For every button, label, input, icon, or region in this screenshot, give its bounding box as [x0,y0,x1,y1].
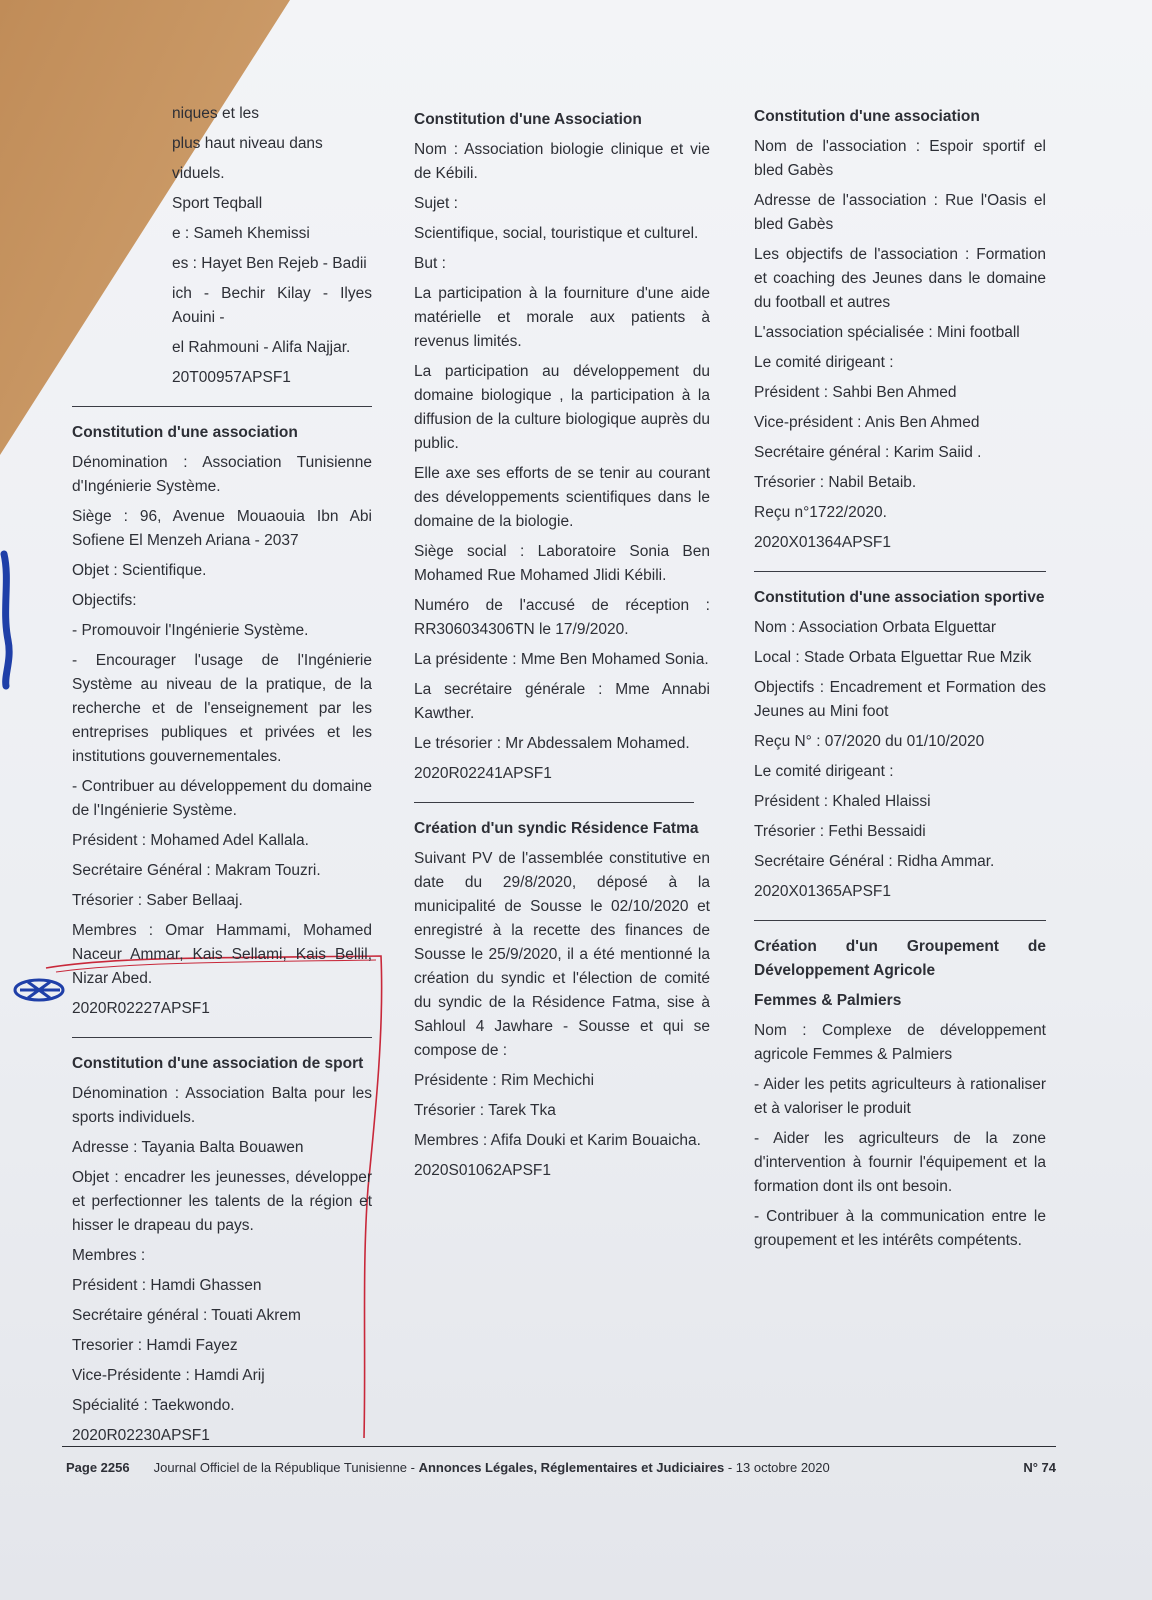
notice-title: Constitution d'une association [754,108,980,125]
notice-paragraph: - Aider les petits agriculteurs à rationaliser et à valoriser le produit [754,1076,1046,1117]
issue-number: N° 74 [1023,1460,1056,1475]
notice-paragraph: Le comité dirigeant : [754,763,894,780]
notice-paragraph: Vice-président : Anis Ben Ahmed [754,414,980,431]
notice-paragraph: Objectifs : Encadrement et Formation des Jeunes au Mini foot [754,679,1046,720]
notice-paragraph: L'association spécialisée : Mini football [754,324,1020,341]
column-middle [414,108,710,1189]
partial-line: plus haut niveau dans [172,135,323,152]
notice-paragraph: Trésorier : Fethi Bessaidi [754,823,926,840]
reference-code: 2020S01062APSF1 [414,1162,552,1179]
column-left [72,102,372,1454]
reference-code: 2020X01365APSF1 [754,883,892,900]
notice-paragraph: La secrétaire générale : Mme Annabi Kawther. [414,681,710,722]
notice-paragraph: Objet : encadrer les jeunesses, développer et perfectionner les talents de la région et hisser le drapeau du pays. [72,1169,372,1234]
section-divider [754,920,1046,921]
notice-paragraph: Numéro de l'accusé de réception : RR306034306TN le 17/9/2020. [414,597,710,638]
notice-paragraph: Dénomination : Association Tunisienne d'Ingénierie Système. [72,454,372,495]
section-divider [754,571,1046,572]
blue-star-mark [10,972,68,1008]
notice-association-ingenierie [72,421,372,1021]
notice-subtitle: Femmes & Palmiers [754,992,902,1009]
notice-paragraph: But : [414,255,446,272]
reference-code: 20T00957APSF1 [172,369,291,386]
notice-paragraph: Scientifique, social, touristique et culturel. [414,225,699,242]
notice-paragraph: Sujet : [414,195,458,212]
notice-groupement-agricole [754,935,1046,1253]
partial-line: viduels. [172,165,225,182]
notice-paragraph: Nom : Complexe de développement agricole Femmes & Palmiers [754,1022,1046,1063]
notice-paragraph: Président : Khaled Hlaissi [754,793,931,810]
notice-paragraph: Le trésorier : Mr Abdessalem Mohamed. [414,735,690,752]
notice-paragraph: Tresorier : Hamdi Fayez [72,1337,238,1354]
page-footer [66,1460,1056,1475]
notice-paragraph: Nom : Association Orbata Elguettar [754,619,997,636]
page-number: Page 2256 [66,1460,130,1475]
notice-paragraph: Adresse : Tayania Balta Bouawen [72,1139,304,1156]
notice-association-biologie [414,108,710,786]
notice-paragraph: - Contribuer au développement du domaine de l'Ingénierie Système. [72,778,372,819]
notice-title: Création d'un Groupement de Développement Agricole [754,938,1046,979]
notice-paragraph: Secrétaire Général : Makram Touzri. [72,862,321,879]
notice-paragraph: Elle axe ses efforts de se tenir au courant des développements scientifiques dans le domaine de la biologie. [414,465,710,530]
notice-paragraph: Président : Sahbi Ben Ahmed [754,384,957,401]
notice-paragraph: Membres : Afifa Douki et Karim Bouaicha. [414,1132,701,1149]
notice-paragraph: Les objectifs de l'association : Formation et coaching des Jeunes dans le domaine du football et autres [754,246,1046,311]
notice-title: Constitution d'une association sportive [754,589,1045,606]
notice-paragraph: Local : Stade Orbata Elguettar Rue Mzik [754,649,1032,666]
blue-ink-mark [0,550,14,690]
notice-title: Constitution d'une association de sport [72,1055,364,1072]
reference-code: 2020R02241APSF1 [414,765,552,782]
footer-divider [62,1446,1056,1447]
notice-paragraph: Objet : Scientifique. [72,562,207,579]
journal-date: - 13 octobre 2020 [724,1460,830,1475]
notice-paragraph: Nom de l'association : Espoir sportif el bled Gabès [754,138,1046,179]
notice-paragraph: Le comité dirigeant : [754,354,894,371]
notice-paragraph: Reçu N° : 07/2020 du 01/10/2020 [754,733,985,750]
notice-association-sport [72,1052,372,1448]
column-right [754,105,1046,1259]
partial-text-block [72,102,372,390]
notice-paragraph: Présidente : Rim Mechichi [414,1072,595,1089]
notice-syndic-residence [414,817,710,1183]
notice-paragraph: Président : Hamdi Ghassen [72,1277,262,1294]
notice-paragraph: Secrétaire général : Karim Saiid . [754,444,982,461]
notice-paragraph: Secrétaire Général : Ridha Ammar. [754,853,995,870]
notice-paragraph: Trésorier : Tarek Tka [414,1102,556,1119]
notice-paragraph: Président : Mohamed Adel Kallala. [72,832,309,849]
journal-prefix: Journal Officiel de la République Tunisienne - [153,1460,419,1475]
notice-association-espoir [754,105,1046,555]
notice-paragraph: Suivant PV de l'assemblée constitutive en date du 29/8/2020, déposé à la municipalité de Sousse le 02/10/2020 et enregistré à la recette des finances de Sousse le 25/9/2020, il a été mentionné la création du syndic et l'élection de comité du syndic de la Résidence Fatma, sise à Sahloul 4 Jawhare - Sousse et qui se compose de : [414,850,710,1059]
notice-paragraph: Trésorier : Saber Bellaaj. [72,892,243,909]
notice-paragraph: Adresse de l'association : Rue l'Oasis el bled Gabès [754,192,1046,233]
partial-line: el Rahmouni - Alifa Najjar. [172,339,351,356]
reference-code: 2020R02227APSF1 [72,1000,210,1017]
notice-paragraph: - Promouvoir l'Ingénierie Système. [72,622,309,639]
notice-paragraph: Secrétaire général : Touati Akrem [72,1307,301,1324]
reference-code: 2020R02230APSF1 [72,1427,210,1444]
notice-paragraph: Objectifs: [72,592,137,609]
journal-section: Annonces Légales, Réglementaires et Judiciaires [418,1460,725,1475]
section-divider [72,406,372,407]
partial-line: e : Sameh Khemissi [172,225,310,242]
notice-paragraph: Reçu n°1722/2020. [754,504,887,521]
partial-line: es : Hayet Ben Rejeb - Badii [172,255,367,272]
notice-paragraph: Vice-Présidente : Hamdi Arij [72,1367,265,1384]
notice-paragraph: - Encourager l'usage de l'Ingénierie Système au niveau de la pratique, de la recherche et de l'enseignement par les entreprises publiques et privées et les institutions gouvernementales. [72,652,372,765]
notice-association-orbata [754,586,1046,904]
notice-paragraph: - Contribuer à la communication entre le groupement et les intérêts compétents. [754,1208,1046,1249]
notice-paragraph: Membres : [72,1247,146,1264]
notice-paragraph: Siège social : Laboratoire Sonia Ben Mohamed Rue Mohamed Jlidi Kébili. [414,543,710,584]
section-divider [414,802,694,803]
notice-paragraph: La participation au développement du domaine biologique , la participation à la diffusion de la culture biologique auprès du public. [414,363,710,452]
notice-paragraph: Spécialité : Taekwondo. [72,1397,235,1414]
notice-paragraph: Membres : Omar Hammami, Mohamed Naceur Ammar, Kais Sellami, Kais Bellil, Nizar Abed. [72,922,372,987]
notice-paragraph: - Aider les agriculteurs de la zone d'intervention à fournir l'équipement et la formation dont ils ont besoin. [754,1130,1046,1195]
notice-paragraph: La présidente : Mme Ben Mohamed Sonia. [414,651,709,668]
notice-title: Constitution d'une Association [414,111,642,128]
partial-line: niques et les [172,105,260,122]
notice-paragraph: La participation à la fourniture d'une aide matérielle et morale aux patients à revenus limités. [414,285,710,350]
reference-code: 2020X01364APSF1 [754,534,892,551]
notice-paragraph: Siège : 96, Avenue Mouaouia Ibn Abi Sofiene El Menzeh Ariana - 2037 [72,508,372,549]
partial-line: ich - Bechir Kilay - Ilyes Aouini - [172,285,372,326]
notice-paragraph: Dénomination : Association Balta pour les sports individuels. [72,1085,372,1126]
journal-title [154,1460,1024,1475]
notice-paragraph: Trésorier : Nabil Betaib. [754,474,917,491]
notice-paragraph: Nom : Association biologie clinique et vie de Kébili. [414,141,710,182]
notice-title: Création d'un syndic Résidence Fatma [414,820,699,837]
section-divider [72,1037,372,1038]
partial-line: Sport Teqball [172,195,263,212]
notice-title: Constitution d'une association [72,424,298,441]
